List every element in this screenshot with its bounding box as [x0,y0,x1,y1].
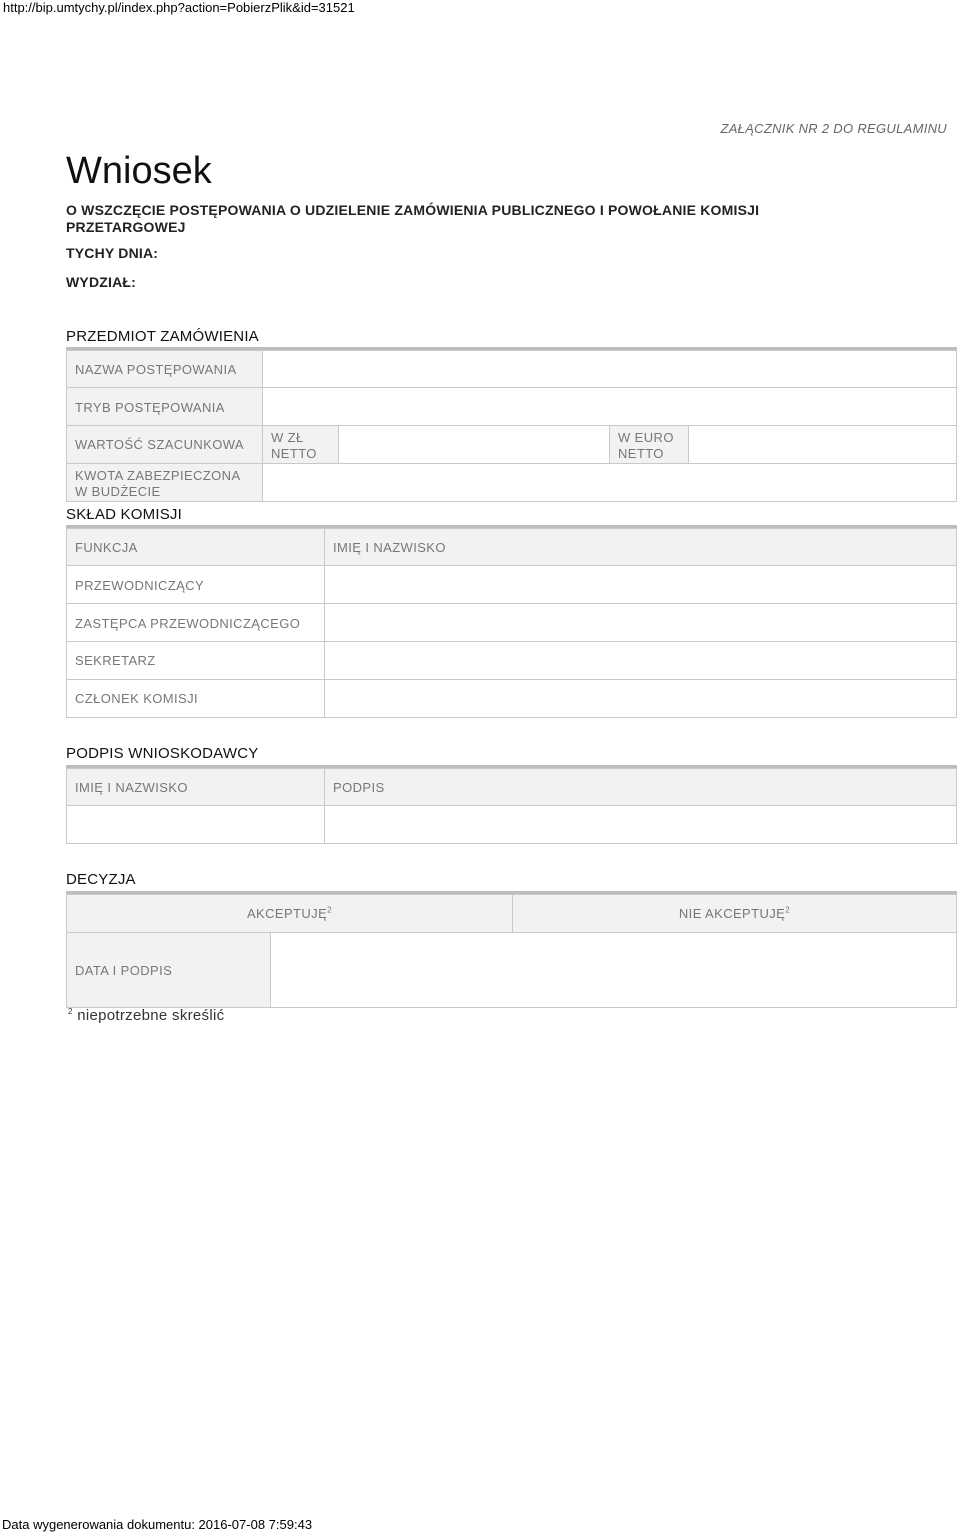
committee-role-label: CZŁONEK KOMISJI [75,691,199,706]
subject-mode-label-cell [66,387,263,426]
page-subtitle: O WSZCZĘCIE POSTĘPOWANIA O UDZIELENIE ZAMÓWIENIA PUBLICZNEGO I POWOŁANIE KOMISJI PRZETARGOWEJ [66,202,760,235]
committee-member-name-field[interactable] [324,679,957,718]
decision-reject-cell[interactable] [512,894,957,933]
value-pln-label-cell [262,425,339,464]
decision-date-sign-label-cell [66,932,271,1008]
committee-row-chair [66,565,325,604]
value-eur-field[interactable] [688,425,957,464]
subject-name-label: NAZWA POSTĘPOWANIA [75,362,237,377]
applicant-col-name-label: IMIĘ I NAZWISKO [75,780,188,795]
value-eur-label-cell [609,425,689,464]
applicant-col-name [66,768,325,806]
committee-role-label: SEKRETARZ [75,653,156,668]
committee-col-function [66,528,325,566]
department-label: WYDZIAŁ: [66,274,137,290]
budget-field[interactable] [262,463,957,502]
committee-col-name-label: IMIĘ I NAZWISKO [333,540,446,555]
subject-value-label-cell [66,425,263,464]
committee-row-secretary [66,641,325,680]
decision-date-sign-field[interactable] [270,932,957,1008]
committee-chair-name-field[interactable] [324,565,957,604]
source-url: http://bip.umtychy.pl/index.php?action=PobierzPlik&id=31521 [3,0,355,15]
value-eur-label: W EURO NETTO [618,430,674,461]
committee-heading: SKŁAD KOMISJI [66,506,182,523]
budget-label: KWOTA ZABEZPIECZONA W BUDŻECIE [75,468,241,499]
subject-mode-field[interactable] [262,387,957,426]
applicant-heading: PODPIS WNIOSKODAWCY [66,745,259,762]
page-title: Wniosek [66,150,212,192]
tychy-date-label: TYCHY DNIA: [66,245,159,261]
subject-name-label-cell [66,350,263,388]
subject-mode-label: TRYB POSTĘPOWANIA [75,400,225,415]
value-pln-label: W ZŁ NETTO [271,430,317,461]
budget-label-cell [66,463,263,502]
committee-role-label: PRZEWODNICZĄCY [75,578,205,593]
subject-heading: PRZEDMIOT ZAMÓWIENIA [66,328,259,345]
committee-secretary-name-field[interactable] [324,641,957,680]
decision-date-sign-label: DATA I PODPIS [75,963,173,978]
committee-row-member [66,679,325,718]
subject-value-label: WARTOŚĆ SZACUNKOWA [75,437,244,452]
decision-accept-cell[interactable] [66,894,513,933]
subject-name-field[interactable] [262,350,957,388]
decision-accept-label: AKCEPTUJĘ$^2$ [246,906,333,922]
generation-date: Data wygenerowania dokumentu: 2016-07-08 7:59:43 [2,1517,313,1532]
applicant-sign-field[interactable] [324,805,957,844]
committee-col-function-label: FUNKCJA [75,540,138,555]
committee-row-vice-chair [66,603,325,642]
footnote: $^2$ niepotrzebne skreślić [68,1007,225,1024]
applicant-col-sign [324,768,957,806]
decision-heading: DECYZJA [66,871,136,888]
applicant-name-field[interactable] [66,805,325,844]
value-pln-field[interactable] [338,425,610,464]
applicant-col-sign-label: PODPIS [333,780,385,795]
decision-reject-label: NIE AKCEPTUJĘ$^2$ [678,906,791,922]
committee-vice-chair-name-field[interactable] [324,603,957,642]
annex-label: ZAŁĄCZNIK NR 2 DO REGULAMINU [720,121,947,136]
committee-col-name [324,528,957,566]
committee-role-label: ZASTĘPCA PRZEWODNICZĄCEGO [75,616,301,631]
